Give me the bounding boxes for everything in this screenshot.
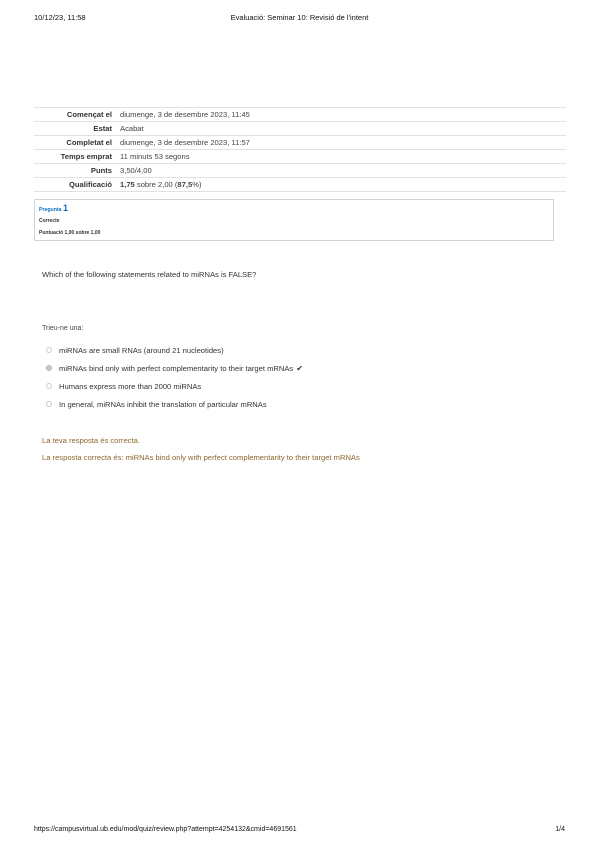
question-state: Correcte <box>39 218 60 224</box>
summary-label: Completat el <box>34 136 116 150</box>
summary-row <box>34 164 566 178</box>
radio-button[interactable] <box>46 401 52 407</box>
summary-label: Punts <box>34 164 116 178</box>
answer-option-label: Humans express more than 2000 miRNAs <box>59 381 202 391</box>
print-datetime: 10/12/23, 11:58 <box>34 13 86 22</box>
summary-label: Qualificació <box>34 178 116 192</box>
answer-option-label: miRNAs are small RNAs (around 21 nucleotides) <box>59 345 224 355</box>
answer-option[interactable] <box>46 395 303 413</box>
grade-out-of: sobre 2,00 ( <box>134 180 178 189</box>
print-page-number: 1/4 <box>555 826 565 833</box>
radio-button-selected[interactable] <box>46 365 52 371</box>
attempt-summary-table <box>34 107 566 192</box>
summary-row <box>34 150 566 164</box>
question-label: Pregunta <box>39 207 62 213</box>
summary-value: diumenge, 3 de desembre 2023, 11:45 <box>116 108 566 122</box>
answer-options <box>46 341 303 413</box>
summary-row <box>34 178 566 192</box>
summary-value: 11 minuts 53 segons <box>116 150 566 164</box>
answer-option[interactable] <box>46 359 303 377</box>
print-page-title: Evaluació: Seminar 10: Revisió de l'intent <box>230 13 369 22</box>
print-url: https://campusvirtual.ub.edu/mod/quiz/review.php?attempt=4254132&cmid=4691561 <box>34 826 297 833</box>
checkmark-icon: ✔ <box>296 363 303 373</box>
feedback-status: La teva resposta és correcta. <box>42 436 140 445</box>
question-text: Which of the following statements related to miRNAs is FALSE? <box>42 270 257 279</box>
answer-prompt: Trieu-ne una: <box>42 325 84 332</box>
summary-row <box>34 136 566 150</box>
question-info-box <box>34 199 554 241</box>
answer-option-label: In general, miRNAs inhibit the translation of particular mRNAs <box>59 399 267 409</box>
grade-suffix: %) <box>192 180 202 189</box>
summary-value: 3,50/4,00 <box>116 164 566 178</box>
question-number <box>39 203 553 215</box>
question-number-value: 1 <box>62 203 68 213</box>
answer-option[interactable] <box>46 341 303 359</box>
summary-label: Estat <box>34 122 116 136</box>
summary-label: Començat el <box>34 108 116 122</box>
answer-option-label: miRNAs bind only with perfect complementarity to their target mRNAs <box>59 363 294 373</box>
grade-score: 1,75 <box>120 180 135 189</box>
grade-percent: 87,5 <box>177 180 193 189</box>
summary-row <box>34 108 566 122</box>
feedback-correct-answer: La resposta correcta és: miRNAs bind only with perfect complementarity to their target mRNAs <box>42 453 360 462</box>
summary-row <box>34 122 566 136</box>
summary-value: diumenge, 3 de desembre 2023, 11:57 <box>116 136 566 150</box>
question-grade: Puntuació 1,00 sobre 1,00 <box>39 230 101 236</box>
summary-value: Acabat <box>116 122 566 136</box>
summary-label: Temps emprat <box>34 150 116 164</box>
radio-button[interactable] <box>46 347 52 353</box>
answer-option[interactable] <box>46 377 303 395</box>
summary-value <box>116 178 566 192</box>
radio-button[interactable] <box>46 383 52 389</box>
